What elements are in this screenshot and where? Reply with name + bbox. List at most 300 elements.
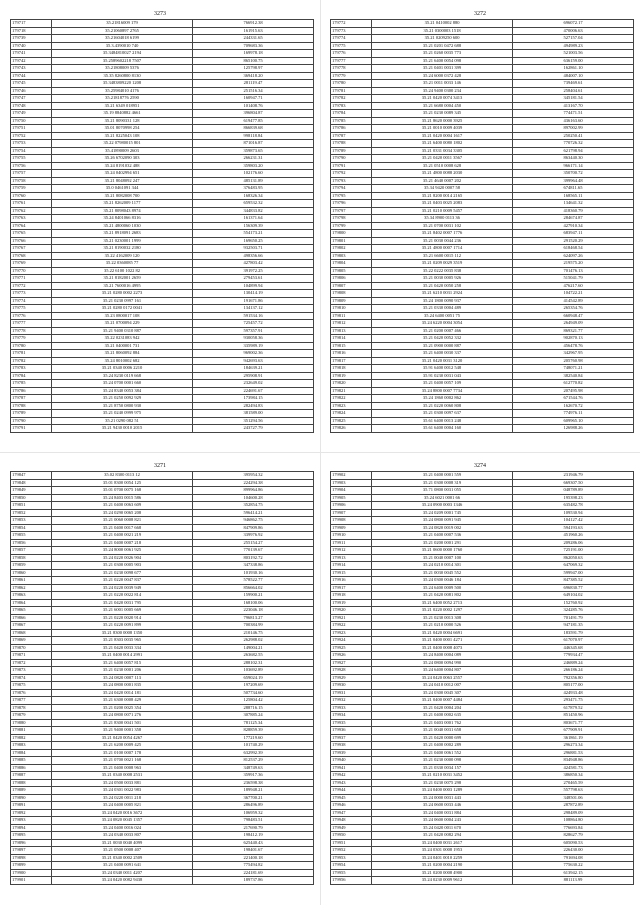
value-cell: 866839.68 [193, 125, 314, 133]
table-row [11, 230, 314, 238]
table-row [11, 417, 314, 425]
table-row [11, 297, 314, 305]
value-cell: 725457.72 [193, 320, 314, 328]
row-id-cell: 179883 [11, 742, 52, 750]
coordinate-cell: 35.21 0230 0089 345 [372, 110, 513, 118]
table-row [11, 877, 314, 885]
value-cell: 632992.39 [193, 749, 314, 757]
value-cell: 671544.76 [513, 395, 634, 403]
row-id-cell: 179856 [11, 539, 52, 547]
value-cell: 104127.42 [513, 517, 634, 525]
row-id-cell: 179788 [11, 402, 52, 410]
coordinate-cell: 35.24 8800 0007 7734 [372, 387, 513, 395]
value-cell: 243727.79 [193, 425, 314, 433]
table-row [331, 275, 634, 283]
coordinate-cell: 35.21 8300 0041 501 [52, 719, 193, 727]
value-cell: 725191.00 [513, 547, 634, 555]
value-cell: 660948.47 [513, 312, 634, 320]
row-id-cell: 179791 [11, 425, 52, 433]
coordinate-cell: 35.21 0400 0001 559 [372, 472, 513, 480]
coordinate-cell: 35.21816009 179 [52, 20, 193, 28]
value-cell: 251516.34 [193, 87, 314, 95]
page-number-header: 3274 [474, 463, 486, 469]
row-id-cell: 179913 [331, 554, 372, 562]
row-id-cell: 179786 [331, 125, 372, 133]
table-row [331, 417, 634, 425]
coordinate-cell: 35.21 0100 0007 178 [52, 749, 193, 757]
coordinate-cell: 35.24 8340 0053 384 [52, 387, 193, 395]
coordinate-cell: 35.24 0500 0033 881 [52, 779, 193, 787]
value-cell: 250250.41 [513, 132, 634, 140]
value-cell: 484007.10 [513, 72, 634, 80]
coordinate-cell: 35.21 9400 0310 887 [52, 327, 193, 335]
table-row [331, 472, 634, 480]
table-row [11, 42, 314, 50]
table-row [11, 342, 314, 350]
coordinate-cell: 35.24 0220 0011 218 [52, 794, 193, 802]
value-cell: 612770.82 [513, 380, 634, 388]
row-id-cell: 179882 [11, 734, 52, 742]
table-row [11, 704, 314, 712]
table-row [11, 327, 314, 335]
coordinate-cell: 35.24 0400 0031 2617 [372, 839, 513, 847]
row-id-cell: 179924 [331, 637, 372, 645]
coordinate-cell: 35.21 6400 0054 098 [372, 57, 513, 65]
value-cell: 160947.71 [193, 95, 314, 103]
value-cell: 224294.38 [193, 479, 314, 487]
table-row [11, 749, 314, 757]
row-id-cell: 179807 [331, 282, 372, 290]
row-id-cell: 179936 [331, 727, 372, 735]
value-cell: 659024.19 [193, 674, 314, 682]
coordinate-cell: 35.21 4800 0007 1714 [372, 245, 513, 253]
row-id-cell: 179755 [11, 155, 52, 163]
value-cell: 232649.02 [193, 380, 314, 388]
coordinate-cell: 35.24 0420 0016 3672 [52, 809, 193, 817]
value-cell: 456478.76 [513, 342, 634, 350]
coordinate-cell: 35.22 0360085 77 [52, 260, 193, 268]
table-row [11, 350, 314, 358]
table-row [11, 192, 314, 200]
row-id-cell: 179876 [11, 689, 52, 697]
coordinate-cell: 35.24 0220 0039 949 [52, 584, 193, 592]
row-id-cell: 179892 [11, 809, 52, 817]
value-cell: 635482.78 [513, 502, 634, 510]
coordinate-cell: 35.21 0400 0008 963 [52, 764, 193, 772]
table-row [11, 222, 314, 230]
coordinate-cell: 35.24 6220 0004 3054 [372, 320, 513, 328]
row-id-cell: 179849 [11, 487, 52, 495]
value-cell: 774471.51 [513, 110, 634, 118]
row-id-cell: 179899 [11, 862, 52, 870]
table-row [331, 779, 634, 787]
table-row [331, 410, 634, 418]
value-cell: 647069.32 [513, 562, 634, 570]
row-id-cell: 179897 [11, 847, 52, 855]
coordinate-cell: 35.21 8225043 108 [52, 132, 193, 140]
row-id-cell: 179745 [11, 80, 52, 88]
row-id-cell: 179855 [11, 532, 52, 540]
table-row [11, 659, 314, 667]
table-row [331, 809, 634, 817]
value-cell: 279453.61 [193, 275, 314, 283]
value-cell: 381589.00 [193, 410, 314, 418]
coordinate-cell: 35.21 0280 0172 0041 [52, 305, 193, 313]
coordinate-cell: 35.3484810027 2194 [52, 50, 193, 58]
coordinate-cell: 35.21 0300 0097 637 [372, 410, 513, 418]
coordinate-cell: 35.21 0400 0091 641 [52, 862, 193, 870]
table-row [331, 877, 634, 885]
value-cell: 470006.63 [513, 27, 634, 35]
value-cell: 102176.60 [193, 170, 314, 178]
coordinate-cell: 35.21 0200 0025 354 [52, 704, 193, 712]
coordinate-cell: 35.21 0260 0035 773 [372, 50, 513, 58]
row-id-cell: 179915 [331, 569, 372, 577]
table-row [331, 727, 634, 735]
table-row [331, 712, 634, 720]
row-id-cell: 179923 [331, 629, 372, 637]
value-cell: 307885.24 [193, 712, 314, 720]
row-id-cell: 179867 [11, 622, 52, 630]
value-cell: 683947.11 [513, 230, 634, 238]
table-row [331, 697, 634, 705]
table-row [11, 524, 314, 532]
coordinate-cell: 35.19 8840882 4661 [52, 110, 193, 118]
coordinate-cell: 35.21 0420 0004 6691 [372, 629, 513, 637]
value-cell: 770726.32 [513, 140, 634, 148]
coordinate-cell: 35.21 0230 0001 206 [52, 667, 193, 675]
table-row [331, 207, 634, 215]
table-row [11, 629, 314, 637]
coordinate-cell: 35.22 0231083 942 [52, 335, 193, 343]
value-cell: 287872.89 [513, 802, 634, 810]
value-cell: 324285.76 [513, 607, 634, 615]
row-id-cell: 179789 [11, 410, 52, 418]
value-cell: 265354.76 [513, 305, 634, 313]
value-cell: 270465.59 [513, 779, 634, 787]
value-cell: 236598.38 [193, 779, 314, 787]
row-id-cell: 179942 [331, 772, 372, 780]
table-row [331, 42, 634, 50]
row-id-cell: 179787 [331, 132, 372, 140]
table-row [11, 697, 314, 705]
coordinate-cell: 35.24 0209 0001 745 [372, 509, 513, 517]
coordinate-cell: 35.21808009 5376 [52, 65, 193, 73]
table-row [331, 290, 634, 298]
value-cell: 156309.39 [193, 222, 314, 230]
coordinate-cell: 35.24 0600 0033 446 [372, 802, 513, 810]
value-cell: 183591.79 [513, 629, 634, 637]
value-cell: 947181.35 [513, 622, 634, 630]
row-id-cell: 179918 [331, 592, 372, 600]
table-row [11, 372, 314, 380]
value-cell: 899964.86 [193, 487, 314, 495]
coordinate-cell: 35.21 6400 0052 2713 [372, 599, 513, 607]
coordinate-cell: 35.21 0230 0098 677 [52, 569, 193, 577]
value-cell: 424933.48 [513, 689, 634, 697]
value-cell: 609965.10 [513, 417, 634, 425]
coordinate-cell: 35.21 0230001 1999 [52, 237, 193, 245]
table-row [331, 592, 634, 600]
value-cell: 847385.52 [513, 577, 634, 585]
coordinate-cell: 35.21 0420 0050 258 [372, 282, 513, 290]
table-row [11, 162, 314, 170]
row-id-cell: 179783 [331, 102, 372, 110]
value-cell: 521003.56 [513, 50, 634, 58]
value-cell: 599947.00 [513, 569, 634, 577]
value-cell: 812537.29 [193, 757, 314, 765]
table-row [331, 689, 634, 697]
coordinate-cell: 35.21 0510 0008 628 [372, 162, 513, 170]
value-cell: 125798.97 [193, 65, 314, 73]
row-id-cell: 179898 [11, 854, 52, 862]
table-row [11, 185, 314, 193]
page-number-header: 3271 [154, 463, 166, 469]
coordinate-cell: 35.21 0011 0033 146 [372, 80, 513, 88]
value-cell: 399964.48 [513, 177, 634, 185]
row-id-cell: 179781 [11, 350, 52, 358]
coordinate-cell: 35.24 8401066 8316 [52, 215, 193, 223]
value-cell: 796813.27 [193, 614, 314, 622]
table-row [331, 402, 634, 410]
coordinate-cell: 35.01 8070998 254 [52, 125, 193, 133]
table-row [331, 102, 634, 110]
coordinate-cell: 35.23 0800017 108 [52, 312, 193, 320]
row-id-cell: 179875 [11, 682, 52, 690]
row-id-cell: 179884 [11, 749, 52, 757]
row-id-cell: 179858 [11, 554, 52, 562]
row-id-cell: 179910 [331, 532, 372, 540]
row-id-cell: 179891 [11, 802, 52, 810]
coordinate-cell: 35.21 0900 0000 887 [372, 342, 513, 350]
value-cell: 134137.12 [193, 305, 314, 313]
table-row [11, 110, 314, 118]
table-row [331, 577, 634, 585]
row-id-cell: 179854 [11, 524, 52, 532]
table-row [11, 794, 314, 802]
value-cell: 621798.94 [513, 147, 634, 155]
coordinate-cell: 35.24 1860 0002 862 [372, 395, 513, 403]
coordinate-cell: 35.21 0210 0031 3452 [372, 772, 513, 780]
table-row [331, 839, 634, 847]
table-row [11, 252, 314, 260]
value-cell: 828859.39 [193, 727, 314, 735]
value-cell: 168326.34 [193, 192, 314, 200]
row-id-cell: 179859 [11, 562, 52, 570]
table-row [331, 787, 634, 795]
row-id-cell: 179767 [11, 245, 52, 253]
value-cell: 805177.00 [513, 682, 634, 690]
value-cell: 104722.21 [513, 290, 634, 298]
coordinate-cell: 35.21 0340 0002 2509 [52, 854, 193, 862]
table-row [331, 742, 634, 750]
value-cell: 217690.79 [193, 824, 314, 832]
coordinate-cell: 35.21 6001 0005 669 [52, 607, 193, 615]
coordinate-cell: 35.91 6400 0012 548 [372, 365, 513, 373]
row-id-cell: 179790 [11, 417, 52, 425]
coordinate-cell: 35.21 8200 0014 2165 [372, 192, 513, 200]
value-cell: 295908.91 [193, 372, 314, 380]
coordinate-cell: 35.21 0220 0002 1297 [372, 607, 513, 615]
table-row [11, 20, 314, 28]
coordinate-cell: 35.21 0010 0009 4039 [372, 125, 513, 133]
table-row [11, 839, 314, 847]
row-id-cell: 179904 [331, 487, 372, 495]
value-cell: 527157.04 [513, 35, 634, 43]
row-id-cell: 179766 [11, 237, 52, 245]
coordinate-cell: 35.21 0200 0001 291 [372, 539, 513, 547]
row-id-cell: 179741 [11, 50, 52, 58]
row-id-cell: 179718 [11, 27, 52, 35]
coordinate-cell: 35.24 1800 0090 937 [372, 297, 513, 305]
row-id-cell: 179739 [11, 35, 52, 43]
value-cell: 223046.18 [193, 607, 314, 615]
value-cell: 189737.86 [193, 877, 314, 885]
row-id-cell: 179948 [331, 817, 372, 825]
coordinate-cell: 35.35 8260800 8130 [52, 72, 193, 80]
value-cell: 881113.99 [513, 877, 634, 885]
value-cell: 126988.26 [513, 425, 634, 433]
table-row [331, 335, 634, 343]
coordinate-cell: 35.34 8900 0113 36 [372, 215, 513, 223]
value-cell: 101408.76 [193, 102, 314, 110]
table-row [11, 95, 314, 103]
row-id-cell: 179848 [11, 479, 52, 487]
row-id-cell: 179806 [331, 275, 372, 283]
table-row [11, 260, 314, 268]
table-row [331, 772, 634, 780]
coordinate-cell: 35.24 8191032 488 [52, 162, 193, 170]
table-row [331, 425, 634, 433]
table-row [331, 72, 634, 80]
table-row [331, 547, 634, 555]
table-row [11, 267, 314, 275]
page-number-header: 3272 [474, 11, 486, 17]
value-cell: 776693.84 [513, 824, 634, 832]
value-cell: 224691.67 [193, 387, 314, 395]
table-row [331, 395, 634, 403]
table-row [11, 517, 314, 525]
coordinate-cell: 35.21 0300 0005 903 [52, 562, 193, 570]
value-cell: 197209.69 [193, 682, 314, 690]
row-id-cell: 179949 [331, 824, 372, 832]
coordinate-cell: 35.21 6349 018951 [52, 102, 193, 110]
coordinate-cell: 35.24 6000 0372 428 [372, 72, 513, 80]
table-row [11, 772, 314, 780]
row-id-cell: 179919 [331, 599, 372, 607]
coordinate-cell: 35.24 0700 0001 660 [52, 380, 193, 388]
value-cell: 649104.02 [513, 592, 634, 600]
value-cell: 224181.69 [193, 869, 314, 877]
coordinate-cell: 35.21 4800060 1030 [52, 222, 193, 230]
row-id-cell: 179868 [11, 629, 52, 637]
row-id-cell: 179804 [331, 260, 372, 268]
value-cell: 367700.21 [193, 794, 314, 802]
table-row [11, 395, 314, 403]
row-id-cell: 179847 [11, 472, 52, 480]
table-row [11, 802, 314, 810]
coordinate-cell: 35.24 0400 0005 821 [52, 802, 193, 810]
value-cell: 386850.34 [513, 772, 634, 780]
coordinate-cell: 35.21 0030 0005 926 [372, 275, 513, 283]
coordinate-cell: 35.21 0220 0020 914 [52, 614, 193, 622]
row-id-cell: 179889 [11, 787, 52, 795]
coordinate-cell: 35.3.4390010 740 [52, 42, 193, 50]
row-id-cell: 179929 [331, 674, 372, 682]
row-id-cell: 179869 [11, 637, 52, 645]
row-id-cell: 179781 [331, 87, 372, 95]
value-cell: 291520.29 [513, 237, 634, 245]
table-row [331, 200, 634, 208]
table-row [11, 200, 314, 208]
coordinate-cell: 35.21 0340 0008 2531 [52, 772, 193, 780]
table-row [11, 290, 314, 298]
value-cell: 617879.52 [513, 704, 634, 712]
value-cell: 557798.63 [513, 787, 634, 795]
table-row [11, 87, 314, 95]
coordinate-cell: 35.24 0800 0091 945 [372, 517, 513, 525]
table-row [11, 824, 314, 832]
row-id-cell: 179805 [331, 267, 372, 275]
table-row [11, 387, 314, 395]
row-id-cell: 179916 [331, 577, 372, 585]
table-row [331, 599, 634, 607]
table-row [331, 869, 634, 877]
table-row [11, 402, 314, 410]
table-row [331, 267, 634, 275]
value-cell: 774976.11 [513, 410, 634, 418]
coordinate-cell: 35.21 0420 0082 294 [372, 832, 513, 840]
row-id-cell: 179941 [331, 764, 372, 772]
coordinate-cell: 35.21 8182001 2659 [52, 275, 193, 283]
row-id-cell: 179749 [11, 110, 52, 118]
row-id-cell: 179825 [331, 417, 372, 425]
value-cell: 263682.55 [193, 652, 314, 660]
row-id-cell: 179791 [331, 162, 372, 170]
table-row [331, 734, 634, 742]
row-id-cell: 179800 [331, 230, 372, 238]
coordinate-cell: 35.24 0400 0031 884 [372, 809, 513, 817]
coordinate-cell: 35.21 0420 0011 3567 [372, 155, 513, 163]
coordinate-cell: 35.21 6680 0004 450 [372, 102, 513, 110]
value-cell: 624097.26 [513, 252, 634, 260]
value-cell: 219575.20 [513, 260, 634, 268]
table-row [331, 502, 634, 510]
value-cell: 591534.16 [193, 312, 314, 320]
row-id-cell: 179819 [331, 372, 372, 380]
value-cell: 352854.75 [193, 502, 314, 510]
row-id-cell: 179820 [331, 380, 372, 388]
value-cell: 173984.15 [193, 395, 314, 403]
table-row [331, 305, 634, 313]
row-id-cell: 179920 [331, 607, 372, 615]
value-cell: 342967.95 [513, 350, 634, 358]
row-id-cell: 179764 [11, 222, 52, 230]
coordinate-cell: 35.21 0209250 600 [372, 35, 513, 43]
table-row [11, 237, 314, 245]
value-cell: 369418.20 [193, 72, 314, 80]
row-id-cell: 179851 [11, 502, 52, 510]
row-id-cell: 179895 [11, 832, 52, 840]
table-row [331, 494, 634, 502]
row-id-cell: 179754 [11, 147, 52, 155]
table-row [11, 57, 314, 65]
coordinate-cell: 35.21 0400 0057 109 [372, 380, 513, 388]
table-row [331, 487, 634, 495]
value-cell: 169650.25 [193, 237, 314, 245]
table-row [331, 517, 634, 525]
table-row [11, 764, 314, 772]
